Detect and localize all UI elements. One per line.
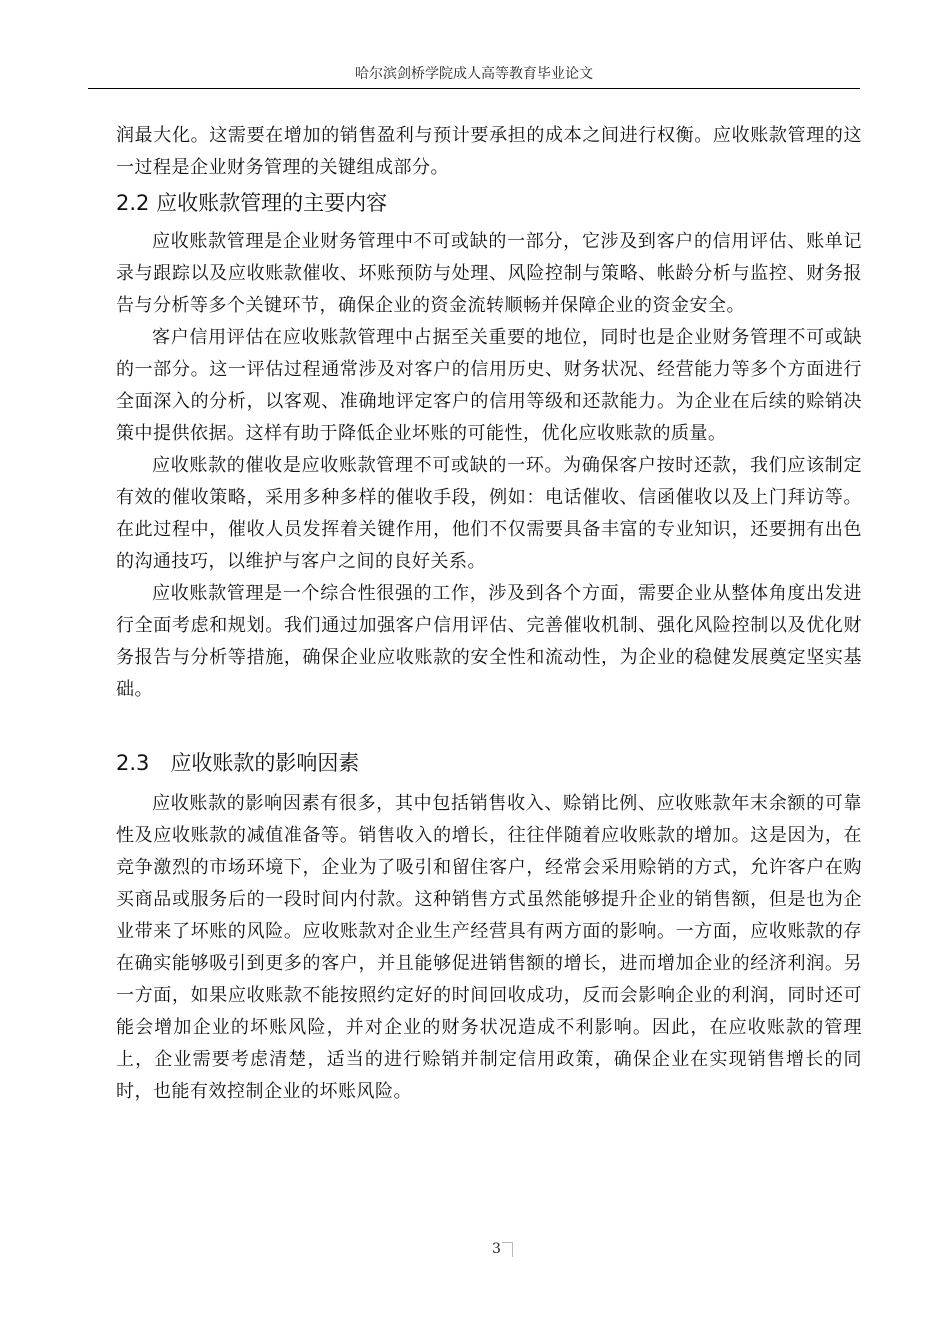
paragraph: 客户信用评估在应收账款管理中占据至关重要的地位，同时也是企业财务管理不可或缺的一部分。这一评估过程通常涉及对客户的信用历史、财务状况、经营能力等多个方面进行全面深入的分析，以客观、准确地评定客户的信用等级和还款能力。为企业在后续的赊销决策中提供依据。这样有助于降低企业坏账的可能性，优化应收账款的质量。	[116, 327, 862, 444]
paragraph: 应收账款的影响因素有很多，其中包括销售收入、赊销比例、应收账款年末余额的可靠性及应收账款的减值准备等。销售收入的增长，往往伴随着应收账款的增加。这是因为，在竞争激烈的市场环境下，企业为了吸引和留住客户，经常会采用赊销的方式，允许客户在购买商品或服务后的一段时间内付款。这种销售方式虽然能够提升企业的销售额，但是也为企业带来了坏账的风险。应收账款对企业生产经营具有两方面的影响。一方面，应收账款的存在确实能够吸引到更多的客户，并且能够促进销售额的增长，进而增加企业的经济利润。另一方面，如果应收账款不能按照约定好的时间回收成功，反而会影响企业的利润，同时还可能会增加企业的坏账风险，并对企业的财务状况造成不利影响。因此，在应收账款的管理上，企业需要考虑清楚，适当的进行赊销并制定信用政策，确保企业在实现销售增长的同时，也能有效控制企业的坏账风险。	[116, 793, 862, 1102]
section-heading-2-2: 2.2 应收账款管理的主要内容	[116, 191, 388, 215]
paragraph: 应收账款管理是企业财务管理中不可或缺的一部分，它涉及到客户的信用评估、账单记录与跟踪以及应收账款催收、坏账预防与处理、风险控制与策略、帐龄分析与监控、财务报告与分析等多个关键环节，确保企业的资金流转顺畅并保障企业的资金安全。	[116, 231, 862, 316]
paragraph: 应收账款管理是一个综合性很强的工作，涉及到各个方面，需要企业从整体角度出发进行全面考虑和规划。我们通过加强客户信用评估、完善催收机制、强化风险控制以及优化财务报告与分析等措施，确保企业应收账款的安全性和流动性，为企业的稳健发展奠定坚实基础。	[116, 583, 862, 700]
paragraph: 应收账款的催收是应收账款管理不可或缺的一环。为确保客户按时还款，我们应该制定有效的催收策略，采用多种多样的催收手段，例如：电话催收、信函催收以及上门拜访等。在此过程中，催收人员发挥着关键作用，他们不仅需要具备丰富的专业知识，还要拥有出色的沟通技巧，以维护与客户之间的良好关系。	[116, 455, 862, 572]
header-rule	[88, 88, 860, 89]
page-content	[116, 120, 862, 1108]
continuation-paragraph: 润最大化。这需要在增加的销售盈利与预计要承担的成本之间进行权衡。应收账款管理的这一过程是企业财务管理的关键组成部分。	[116, 125, 862, 178]
running-header: 哈尔滨剑桥学院成人高等教育毕业论文	[355, 66, 593, 82]
page-corner-mark	[502, 1242, 513, 1257]
page-number: 3	[492, 1241, 501, 1257]
section-heading-2-3: 2.3 应收账款的影响因素	[116, 751, 360, 775]
